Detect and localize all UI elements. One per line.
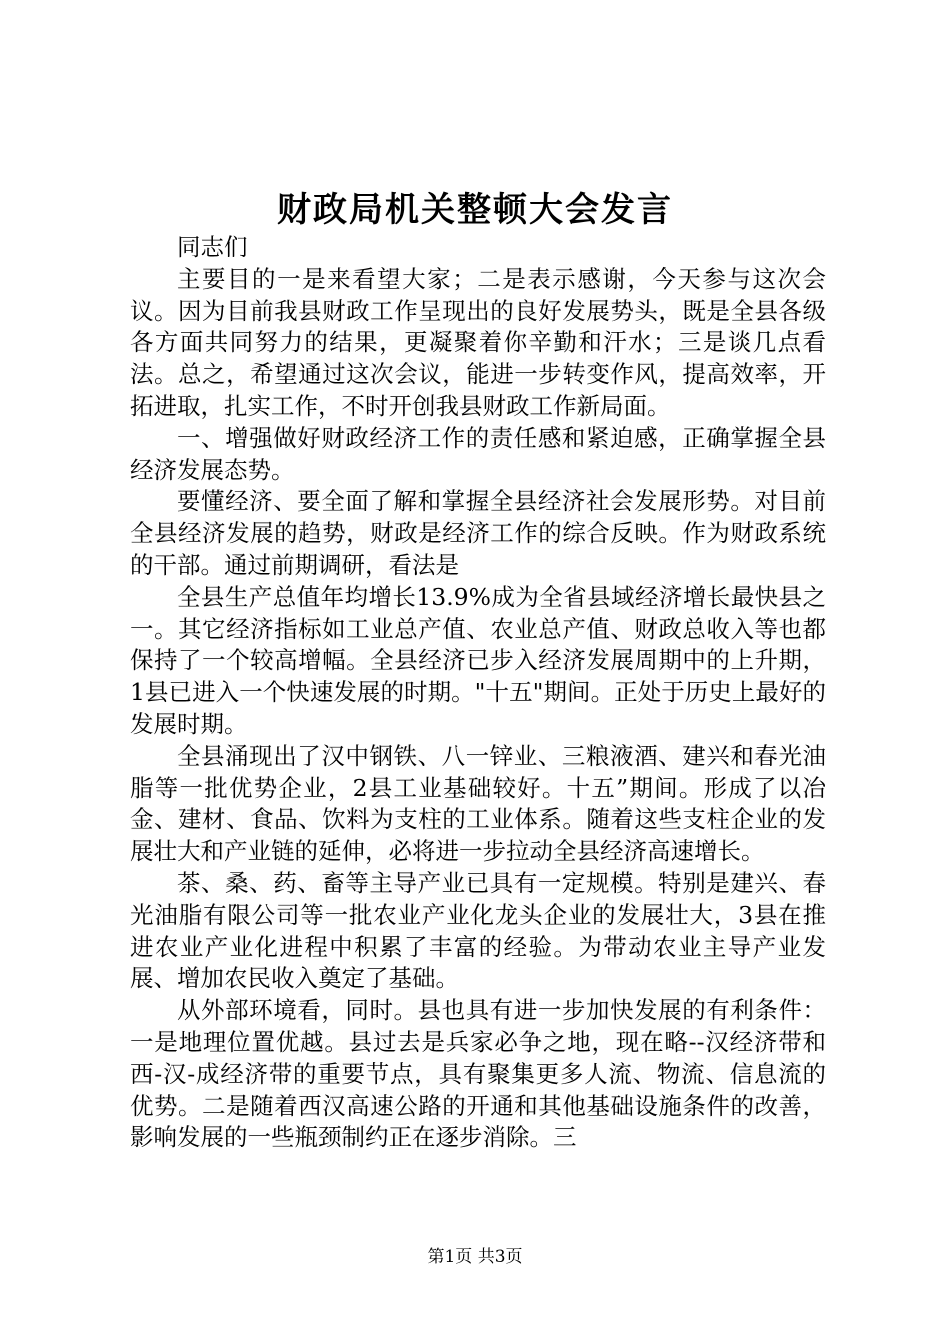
paragraph: 从外部环境看，同时。县也具有进一步加快发展的有利条件：一是地理位置优越。县过去是兵家必争之地，现在略--汉经济带和西-汉-成经济带的重要节点，具有聚集更多人流、物流、信息流的优势。二是随着西汉高速公路的开通和其他基础设施条件的改善，影响发展的一些瓶颈制约正在逐步消除。三 — [130, 996, 826, 1152]
paragraph: 一、增强做好财政经济工作的责任感和紧迫感，正确掌握全县经济发展态势。 — [130, 423, 826, 484]
paragraph: 主要目的一是来看望大家；二是表示感谢，今天参与这次会议。因为目前我县财政工作呈现出的良好发展势头，既是全县各级各方面共同努力的结果，更凝聚着你辛勤和汗水；三是谈几点看法。总之，希望通过这次会议，能进一步转变作风，提高效率，开拓进取，扎实工作，不时开创我县财政工作新局面。 — [130, 264, 826, 420]
paragraph: 要懂经济、要全面了解和掌握全县经济社会发展形势。对目前全县经济发展的趋势，财政是经济工作的综合反映。作为财政系统的干部。通过前期调研，看法是 — [130, 487, 826, 579]
document-title: 财政局机关整顿大会发言 — [277, 190, 673, 230]
paragraph: 全县生产总值年均增长13.9%成为全省县域经济增长最快县之一。其它经济指标如工业总产值、农业总产值、财政总收入等也都保持了一个较高增幅。全县经济已步入经济发展周期中的上升期，1县已进入一个快速发展的时期。"十五"期间。正处于历史上最好的发展时期。 — [130, 582, 826, 738]
document-body — [130, 232, 826, 1154]
paragraph: 茶、桑、药、畜等主导产业已具有一定规模。特别是建兴、春光油脂有限公司等一批农业产业化龙头企业的发展壮大，3县在推进农业产业化进程中积累了丰富的经验。为带动农业主导产业发展、增加农民收入奠定了基础。 — [130, 868, 826, 993]
paragraph: 全县涌现出了汉中钢铁、八一锌业、三粮液酒、建兴和春光油脂等一批优势企业，2县工业基础较好。十五”期间。形成了以冶金、建材、食品、饮料为支柱的工业体系。随着这些支柱企业的发展壮大和产业链的延伸，必将进一步拉动全县经济高速增长。 — [130, 741, 826, 866]
page-number-footer: 第1页 共3页 — [427, 1247, 523, 1267]
paragraph: 同志们 — [177, 233, 248, 261]
